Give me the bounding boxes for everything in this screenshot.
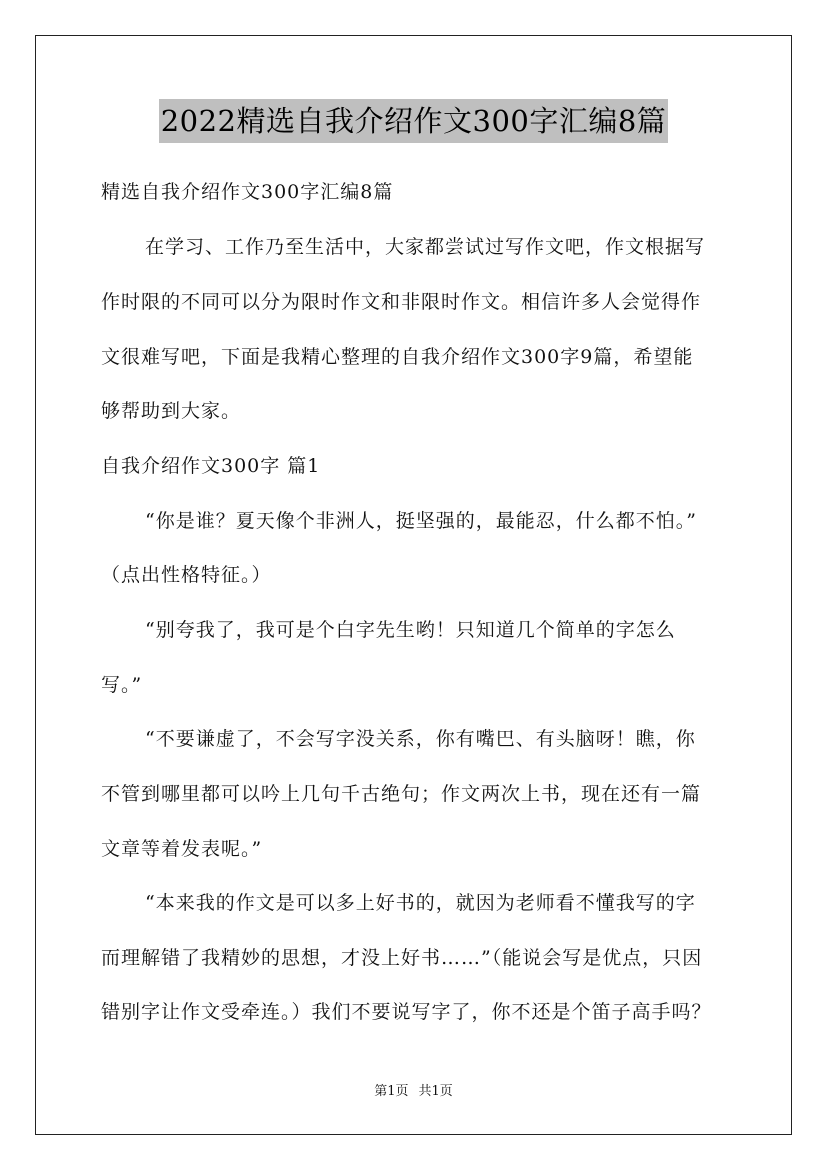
paragraph-line: （点出性格特征。） — [101, 564, 272, 586]
paragraph-line: “你是谁？夏天像个非洲人，挺坚强的，最能忍，什么都不怕。” — [145, 510, 697, 532]
page-number: 第1页 — [374, 1084, 409, 1099]
paragraph-line: 不管到哪里都可以吟上几句千古绝句；作文两次上书，现在还有一篇 — [101, 783, 702, 805]
paragraph-line: 错别字让作文受牵连。）我们不要说写字了，你不还是个笛子高手吗？ — [101, 1001, 712, 1023]
page-total: 共1页 — [418, 1084, 453, 1099]
paragraph-line: 文很难写吧，下面是我精心整理的自我介绍作文300字9篇，希望能 — [101, 346, 694, 368]
page-footer — [0, 1083, 827, 1101]
paragraph-line: “本来我的作文是可以多上好书的，就因为老师看不懂我写的字 — [145, 892, 696, 914]
subtitle-line: 精选自我介绍作文300字汇编8篇 — [101, 181, 394, 203]
paragraph-line: 够帮助到大家。 — [101, 400, 242, 422]
paragraph-line: “别夸我了，我可是个白字先生哟！只知道几个简单的字怎么 — [145, 619, 676, 641]
document-title: 2022精选自我介绍作文300字汇编8篇 — [159, 99, 669, 143]
title-container — [0, 99, 827, 143]
paragraph-line: 而理解错了我精妙的思想，才没上好书……”（能说会写是优点，只因 — [101, 947, 703, 969]
paragraph-line: “不要谦虚了，不会写字没关系，你有嘴巴、有头脑呀！瞧，你 — [145, 728, 696, 750]
section-heading: 自我介绍作文300字 篇1 — [101, 455, 321, 477]
paragraph-line: 文章等着发表呢。” — [101, 838, 263, 860]
paragraph-line: 写。” — [101, 674, 143, 696]
paragraph-line: 在学习、工作乃至生活中，大家都尝试过写作文吧，作文根据写 — [145, 236, 706, 258]
paragraph-line: 作时限的不同可以分为限时作文和非限时作文。相信许多人会觉得作 — [101, 291, 702, 313]
